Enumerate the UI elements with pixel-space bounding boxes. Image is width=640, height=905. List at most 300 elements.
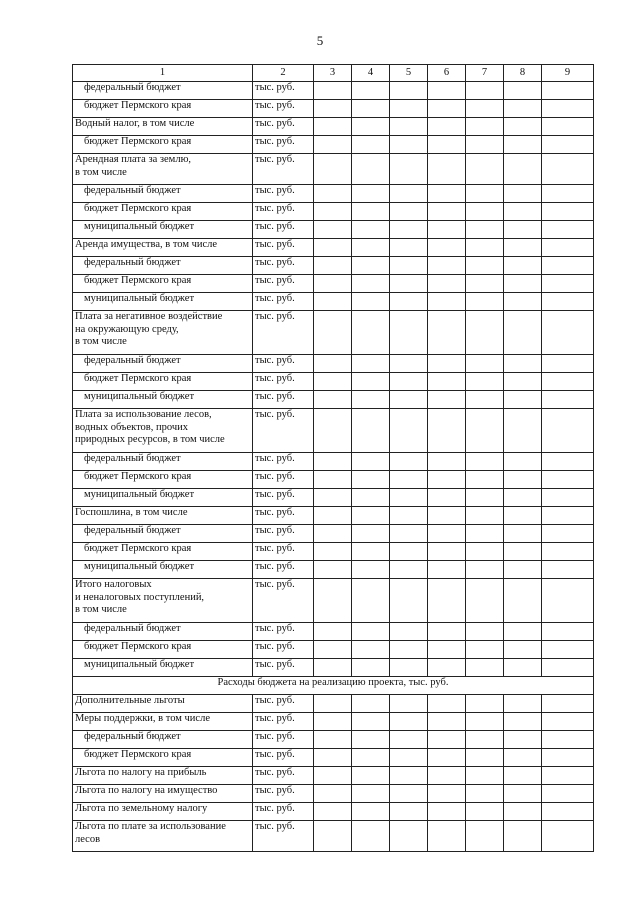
row-unit: тыс. руб. — [253, 409, 314, 453]
empty-value-cell — [428, 136, 466, 154]
column-header: 4 — [352, 65, 390, 82]
row-indicator-name: федеральный бюджет — [73, 525, 253, 543]
table-row — [73, 409, 594, 453]
empty-value-cell — [352, 355, 390, 373]
table-row — [73, 221, 594, 239]
row-indicator-name: федеральный бюджет — [73, 453, 253, 471]
row-indicator-name: Дополнительные льготы — [73, 695, 253, 713]
section-title: Расходы бюджета на реализацию проекта, тыс. руб. — [73, 677, 594, 695]
empty-value-cell — [504, 391, 542, 409]
row-unit: тыс. руб. — [253, 767, 314, 785]
empty-value-cell — [390, 293, 428, 311]
empty-value-cell — [352, 293, 390, 311]
empty-value-cell — [428, 82, 466, 100]
empty-value-cell — [352, 453, 390, 471]
section-row — [73, 677, 594, 695]
empty-value-cell — [390, 749, 428, 767]
empty-value-cell — [466, 507, 504, 525]
empty-value-cell — [504, 749, 542, 767]
row-unit: тыс. руб. — [253, 275, 314, 293]
row-indicator-name: бюджет Пермского края — [73, 641, 253, 659]
empty-value-cell — [428, 785, 466, 803]
empty-value-cell — [542, 659, 594, 677]
empty-value-cell — [466, 154, 504, 185]
empty-value-cell — [352, 695, 390, 713]
row-indicator-name: Арендная плата за землю, в том числе — [73, 154, 253, 185]
empty-value-cell — [314, 525, 352, 543]
row-indicator-name: муниципальный бюджет — [73, 561, 253, 579]
table-row — [73, 749, 594, 767]
empty-value-cell — [504, 355, 542, 373]
empty-value-cell — [466, 695, 504, 713]
empty-value-cell — [504, 453, 542, 471]
empty-value-cell — [390, 803, 428, 821]
table-row — [73, 391, 594, 409]
column-header: 6 — [428, 65, 466, 82]
empty-value-cell — [542, 641, 594, 659]
table-row — [73, 785, 594, 803]
empty-value-cell — [466, 409, 504, 453]
empty-value-cell — [428, 821, 466, 852]
empty-value-cell — [390, 525, 428, 543]
empty-value-cell — [428, 391, 466, 409]
empty-value-cell — [314, 453, 352, 471]
empty-value-cell — [542, 239, 594, 257]
empty-value-cell — [314, 695, 352, 713]
empty-value-cell — [428, 311, 466, 355]
empty-value-cell — [542, 373, 594, 391]
empty-value-cell — [314, 136, 352, 154]
empty-value-cell — [314, 561, 352, 579]
row-unit: тыс. руб. — [253, 489, 314, 507]
table-row — [73, 203, 594, 221]
empty-value-cell — [352, 731, 390, 749]
empty-value-cell — [466, 471, 504, 489]
empty-value-cell — [390, 489, 428, 507]
row-unit: тыс. руб. — [253, 695, 314, 713]
row-unit: тыс. руб. — [253, 203, 314, 221]
row-unit: тыс. руб. — [253, 731, 314, 749]
empty-value-cell — [504, 373, 542, 391]
empty-value-cell — [314, 471, 352, 489]
table-row — [73, 275, 594, 293]
empty-value-cell — [428, 579, 466, 623]
empty-value-cell — [542, 391, 594, 409]
row-unit: тыс. руб. — [253, 355, 314, 373]
empty-value-cell — [352, 767, 390, 785]
table-row — [73, 713, 594, 731]
row-indicator-name: муниципальный бюджет — [73, 293, 253, 311]
empty-value-cell — [390, 239, 428, 257]
empty-value-cell — [352, 391, 390, 409]
empty-value-cell — [428, 543, 466, 561]
empty-value-cell — [390, 185, 428, 203]
empty-value-cell — [504, 623, 542, 641]
empty-value-cell — [428, 100, 466, 118]
empty-value-cell — [504, 185, 542, 203]
empty-value-cell — [352, 275, 390, 293]
row-unit: тыс. руб. — [253, 311, 314, 355]
empty-value-cell — [542, 821, 594, 852]
empty-value-cell — [466, 785, 504, 803]
empty-value-cell — [466, 257, 504, 275]
row-unit: тыс. руб. — [253, 785, 314, 803]
empty-value-cell — [542, 803, 594, 821]
table-header-row — [73, 65, 594, 82]
empty-value-cell — [542, 749, 594, 767]
empty-value-cell — [428, 355, 466, 373]
empty-value-cell — [314, 409, 352, 453]
empty-value-cell — [314, 641, 352, 659]
empty-value-cell — [390, 623, 428, 641]
empty-value-cell — [466, 203, 504, 221]
row-unit: тыс. руб. — [253, 803, 314, 821]
empty-value-cell — [542, 713, 594, 731]
row-indicator-name: бюджет Пермского края — [73, 471, 253, 489]
row-unit: тыс. руб. — [253, 82, 314, 100]
empty-value-cell — [504, 579, 542, 623]
empty-value-cell — [504, 118, 542, 136]
empty-value-cell — [390, 391, 428, 409]
empty-value-cell — [314, 154, 352, 185]
row-unit: тыс. руб. — [253, 453, 314, 471]
empty-value-cell — [390, 203, 428, 221]
empty-value-cell — [352, 257, 390, 275]
empty-value-cell — [352, 239, 390, 257]
row-unit: тыс. руб. — [253, 100, 314, 118]
empty-value-cell — [466, 713, 504, 731]
empty-value-cell — [542, 203, 594, 221]
empty-value-cell — [542, 221, 594, 239]
table-row — [73, 659, 594, 677]
empty-value-cell — [542, 136, 594, 154]
empty-value-cell — [542, 82, 594, 100]
empty-value-cell — [314, 659, 352, 677]
empty-value-cell — [428, 275, 466, 293]
empty-value-cell — [504, 311, 542, 355]
empty-value-cell — [390, 767, 428, 785]
empty-value-cell — [542, 355, 594, 373]
row-unit: тыс. руб. — [253, 641, 314, 659]
empty-value-cell — [390, 821, 428, 852]
empty-value-cell — [390, 579, 428, 623]
empty-value-cell — [314, 803, 352, 821]
empty-value-cell — [428, 471, 466, 489]
row-indicator-name: Плата за использование лесов, водных объектов, прочих природных ресурсов, в том числе — [73, 409, 253, 453]
column-header: 1 — [73, 65, 253, 82]
row-indicator-name: муниципальный бюджет — [73, 489, 253, 507]
table-row — [73, 731, 594, 749]
empty-value-cell — [542, 623, 594, 641]
row-unit: тыс. руб. — [253, 185, 314, 203]
table-body — [73, 82, 594, 852]
empty-value-cell — [390, 275, 428, 293]
empty-value-cell — [314, 507, 352, 525]
empty-value-cell — [390, 373, 428, 391]
table-row — [73, 471, 594, 489]
row-unit: тыс. руб. — [253, 136, 314, 154]
empty-value-cell — [352, 507, 390, 525]
empty-value-cell — [428, 221, 466, 239]
empty-value-cell — [428, 749, 466, 767]
empty-value-cell — [314, 731, 352, 749]
empty-value-cell — [428, 525, 466, 543]
table-row — [73, 525, 594, 543]
empty-value-cell — [428, 373, 466, 391]
empty-value-cell — [314, 355, 352, 373]
empty-value-cell — [504, 154, 542, 185]
empty-value-cell — [428, 507, 466, 525]
empty-value-cell — [542, 731, 594, 749]
empty-value-cell — [314, 118, 352, 136]
table-row — [73, 695, 594, 713]
empty-value-cell — [390, 561, 428, 579]
empty-value-cell — [314, 293, 352, 311]
empty-value-cell — [352, 185, 390, 203]
table-row — [73, 293, 594, 311]
empty-value-cell — [352, 785, 390, 803]
empty-value-cell — [352, 203, 390, 221]
empty-value-cell — [352, 821, 390, 852]
empty-value-cell — [466, 355, 504, 373]
empty-value-cell — [428, 641, 466, 659]
empty-value-cell — [352, 373, 390, 391]
row-indicator-name: федеральный бюджет — [73, 355, 253, 373]
table-row — [73, 489, 594, 507]
empty-value-cell — [352, 82, 390, 100]
empty-value-cell — [390, 311, 428, 355]
empty-value-cell — [390, 507, 428, 525]
table-row — [73, 561, 594, 579]
row-unit: тыс. руб. — [253, 293, 314, 311]
empty-value-cell — [314, 713, 352, 731]
empty-value-cell — [542, 785, 594, 803]
empty-value-cell — [390, 257, 428, 275]
empty-value-cell — [466, 453, 504, 471]
row-unit: тыс. руб. — [253, 373, 314, 391]
row-indicator-name: Плата за негативное воздействие на окружающую среду, в том числе — [73, 311, 253, 355]
empty-value-cell — [504, 695, 542, 713]
empty-value-cell — [390, 221, 428, 239]
empty-value-cell — [390, 543, 428, 561]
empty-value-cell — [504, 803, 542, 821]
empty-value-cell — [352, 803, 390, 821]
empty-value-cell — [352, 623, 390, 641]
empty-value-cell — [504, 507, 542, 525]
empty-value-cell — [390, 471, 428, 489]
table-row — [73, 311, 594, 355]
row-unit: тыс. руб. — [253, 239, 314, 257]
row-indicator-name: муниципальный бюджет — [73, 391, 253, 409]
empty-value-cell — [352, 221, 390, 239]
empty-value-cell — [314, 82, 352, 100]
empty-value-cell — [504, 543, 542, 561]
empty-value-cell — [466, 623, 504, 641]
table-row — [73, 185, 594, 203]
empty-value-cell — [466, 293, 504, 311]
empty-value-cell — [466, 525, 504, 543]
empty-value-cell — [314, 785, 352, 803]
empty-value-cell — [542, 489, 594, 507]
empty-value-cell — [314, 749, 352, 767]
empty-value-cell — [390, 641, 428, 659]
empty-value-cell — [504, 82, 542, 100]
empty-value-cell — [504, 257, 542, 275]
row-indicator-name: федеральный бюджет — [73, 731, 253, 749]
empty-value-cell — [542, 561, 594, 579]
empty-value-cell — [352, 641, 390, 659]
table-row — [73, 82, 594, 100]
empty-value-cell — [314, 821, 352, 852]
empty-value-cell — [390, 453, 428, 471]
row-indicator-name: бюджет Пермского края — [73, 373, 253, 391]
empty-value-cell — [466, 100, 504, 118]
page-number: 5 — [316, 33, 324, 48]
empty-value-cell — [542, 525, 594, 543]
empty-value-cell — [542, 471, 594, 489]
empty-value-cell — [466, 641, 504, 659]
empty-value-cell — [428, 453, 466, 471]
row-unit: тыс. руб. — [253, 118, 314, 136]
empty-value-cell — [428, 659, 466, 677]
empty-value-cell — [352, 100, 390, 118]
row-indicator-name: бюджет Пермского края — [73, 275, 253, 293]
empty-value-cell — [314, 239, 352, 257]
row-unit: тыс. руб. — [253, 561, 314, 579]
empty-value-cell — [390, 731, 428, 749]
empty-value-cell — [466, 373, 504, 391]
row-indicator-name: федеральный бюджет — [73, 623, 253, 641]
empty-value-cell — [542, 453, 594, 471]
empty-value-cell — [314, 373, 352, 391]
empty-value-cell — [504, 713, 542, 731]
empty-value-cell — [466, 561, 504, 579]
table-row — [73, 136, 594, 154]
empty-value-cell — [504, 785, 542, 803]
table-row — [73, 239, 594, 257]
empty-value-cell — [504, 293, 542, 311]
table-row — [73, 257, 594, 275]
empty-value-cell — [428, 489, 466, 507]
empty-value-cell — [428, 185, 466, 203]
empty-value-cell — [314, 767, 352, 785]
empty-value-cell — [466, 311, 504, 355]
empty-value-cell — [466, 749, 504, 767]
row-unit: тыс. руб. — [253, 713, 314, 731]
empty-value-cell — [542, 579, 594, 623]
empty-value-cell — [314, 100, 352, 118]
table-row — [73, 355, 594, 373]
empty-value-cell — [352, 136, 390, 154]
empty-value-cell — [504, 731, 542, 749]
empty-value-cell — [542, 185, 594, 203]
row-indicator-name: муниципальный бюджет — [73, 221, 253, 239]
empty-value-cell — [504, 525, 542, 543]
empty-value-cell — [314, 543, 352, 561]
empty-value-cell — [352, 543, 390, 561]
table-row — [73, 543, 594, 561]
empty-value-cell — [428, 731, 466, 749]
empty-value-cell — [466, 803, 504, 821]
empty-value-cell — [466, 543, 504, 561]
table-row — [73, 821, 594, 852]
empty-value-cell — [352, 311, 390, 355]
empty-value-cell — [504, 767, 542, 785]
table-row — [73, 623, 594, 641]
row-indicator-name: Льгота по налогу на имущество — [73, 785, 253, 803]
empty-value-cell — [428, 767, 466, 785]
empty-value-cell — [352, 525, 390, 543]
empty-value-cell — [428, 803, 466, 821]
empty-value-cell — [390, 118, 428, 136]
empty-value-cell — [314, 311, 352, 355]
column-header: 9 — [542, 65, 594, 82]
row-unit: тыс. руб. — [253, 623, 314, 641]
table-row — [73, 453, 594, 471]
empty-value-cell — [314, 489, 352, 507]
row-unit: тыс. руб. — [253, 543, 314, 561]
table-row — [73, 373, 594, 391]
empty-value-cell — [542, 695, 594, 713]
table-row — [73, 154, 594, 185]
table-row — [73, 579, 594, 623]
empty-value-cell — [390, 659, 428, 677]
row-unit: тыс. руб. — [253, 221, 314, 239]
empty-value-cell — [542, 154, 594, 185]
empty-value-cell — [466, 579, 504, 623]
empty-value-cell — [390, 82, 428, 100]
empty-value-cell — [504, 100, 542, 118]
row-indicator-name: Аренда имущества, в том числе — [73, 239, 253, 257]
table-row — [73, 100, 594, 118]
row-indicator-name: федеральный бюджет — [73, 82, 253, 100]
empty-value-cell — [352, 471, 390, 489]
budget-table — [72, 64, 594, 852]
table-row — [73, 641, 594, 659]
empty-value-cell — [504, 489, 542, 507]
empty-value-cell — [542, 118, 594, 136]
table-row — [73, 803, 594, 821]
empty-value-cell — [504, 641, 542, 659]
empty-value-cell — [428, 623, 466, 641]
empty-value-cell — [390, 785, 428, 803]
table-row — [73, 767, 594, 785]
empty-value-cell — [542, 100, 594, 118]
empty-value-cell — [466, 118, 504, 136]
row-indicator-name: бюджет Пермского края — [73, 749, 253, 767]
empty-value-cell — [466, 185, 504, 203]
row-unit: тыс. руб. — [253, 471, 314, 489]
row-indicator-name: Итого налоговых и неналоговых поступлений, в том числе — [73, 579, 253, 623]
row-indicator-name: муниципальный бюджет — [73, 659, 253, 677]
empty-value-cell — [352, 118, 390, 136]
empty-value-cell — [390, 100, 428, 118]
row-indicator-name: федеральный бюджет — [73, 185, 253, 203]
empty-value-cell — [390, 409, 428, 453]
empty-value-cell — [314, 203, 352, 221]
empty-value-cell — [352, 713, 390, 731]
row-unit: тыс. руб. — [253, 391, 314, 409]
column-header: 7 — [466, 65, 504, 82]
column-header: 5 — [390, 65, 428, 82]
column-header: 2 — [253, 65, 314, 82]
empty-value-cell — [390, 136, 428, 154]
empty-value-cell — [314, 257, 352, 275]
empty-value-cell — [428, 561, 466, 579]
empty-value-cell — [504, 659, 542, 677]
empty-value-cell — [466, 275, 504, 293]
empty-value-cell — [466, 659, 504, 677]
